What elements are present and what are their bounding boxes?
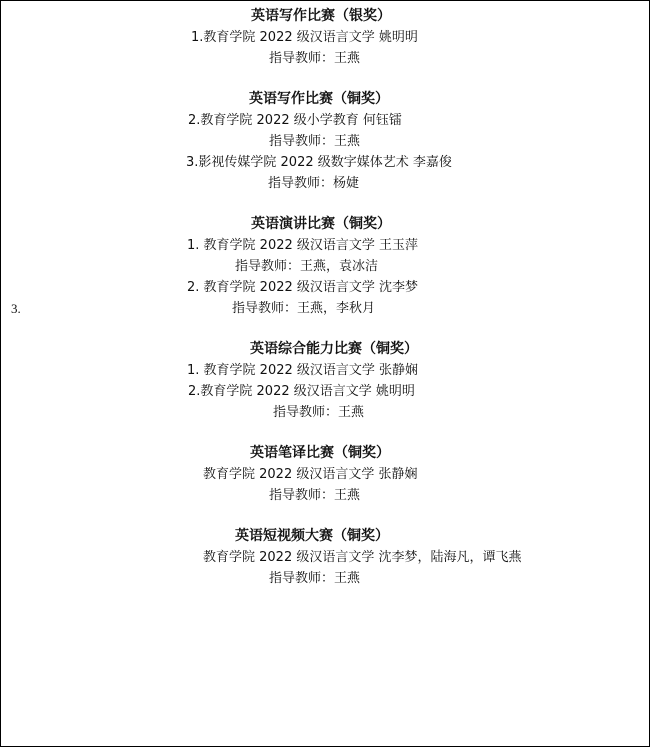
section-title-short-video-bronze: 英语短视频大赛（铜奖） xyxy=(235,528,389,544)
award-entry: 3.影视传媒学院 2022 级数字媒体艺术 李嘉俊 xyxy=(186,155,452,170)
advisor-line: 指导教师：王燕 xyxy=(269,51,361,66)
award-entry: 2. 教育学院 2022 级汉语言文学 沈李梦 xyxy=(187,280,419,295)
advisor-line: 指导教师：王燕 xyxy=(269,134,361,149)
advisor-line: 指导教师：王燕 xyxy=(269,488,361,503)
award-entry: 教育学院 2022 级汉语言文学 沈李梦，陆海凡，谭飞燕 xyxy=(203,550,522,565)
award-entry: 教育学院 2022 级汉语言文学 张静娴 xyxy=(203,467,418,482)
award-entry: 1. 教育学院 2022 级汉语言文学 王玉萍 xyxy=(187,238,419,253)
award-entry: 1.教育学院 2022 级汉语言文学 姚明明 xyxy=(191,30,418,45)
advisor-line: 指导教师：王燕，李秋月 xyxy=(232,301,376,316)
section-title-writing-silver: 英语写作比赛（银奖） xyxy=(251,8,391,24)
award-entry: 2.教育学院 2022 级小学教育 何钰镭 xyxy=(188,113,402,128)
section-title-translation-bronze: 英语笔译比赛（铜奖） xyxy=(250,445,390,461)
stray-list-marker: 3. xyxy=(11,301,21,316)
section-title-comprehensive-bronze: 英语综合能力比赛（铜奖） xyxy=(250,341,418,357)
advisor-line: 指导教师：杨婕 xyxy=(268,176,360,191)
advisor-line: 指导教师：王燕，袁冰洁 xyxy=(235,259,379,274)
award-entry: 2.教育学院 2022 级汉语言文学 姚明明 xyxy=(188,384,415,399)
advisor-line: 指导教师：王燕 xyxy=(273,405,365,420)
section-title-writing-bronze: 英语写作比赛（铜奖） xyxy=(249,91,389,107)
section-title-speech-bronze: 英语演讲比赛（铜奖） xyxy=(251,216,391,232)
advisor-line: 指导教师：王燕 xyxy=(269,571,361,586)
award-entry: 1. 教育学院 2022 级汉语言文学 张静娴 xyxy=(187,363,419,378)
